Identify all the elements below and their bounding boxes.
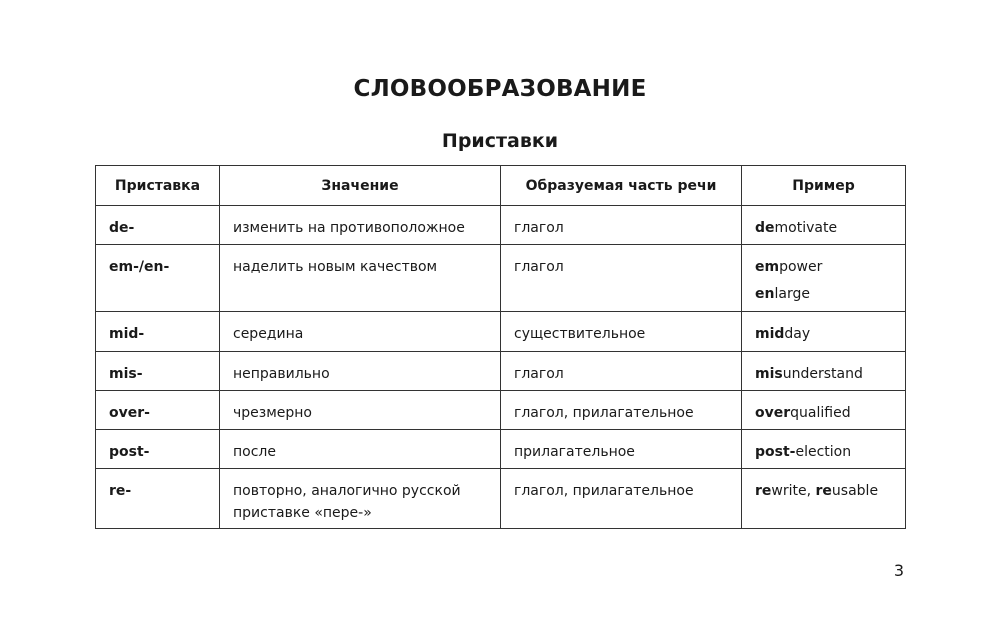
cell-part-of-speech: прилагательное xyxy=(501,430,742,469)
example-rest-part: power xyxy=(779,259,823,275)
cell-prefix: re- xyxy=(96,469,220,529)
table-row xyxy=(96,352,906,391)
table-row xyxy=(96,206,906,245)
example-prefix-part: mis xyxy=(755,366,783,382)
cell-prefix: over- xyxy=(96,391,220,430)
cell-example xyxy=(742,206,906,245)
example-prefix-part: re xyxy=(755,483,772,499)
cell-example xyxy=(742,245,906,312)
cell-example xyxy=(742,391,906,430)
example-line xyxy=(755,402,892,424)
cell-prefix: mis- xyxy=(96,352,220,391)
table-row xyxy=(96,391,906,430)
example-line xyxy=(755,217,892,239)
header-prefix: Приставка xyxy=(96,166,220,206)
cell-prefix: de- xyxy=(96,206,220,245)
section-title: Приставки xyxy=(441,130,559,152)
cell-meaning: середина xyxy=(220,312,501,352)
example-rest-part: day xyxy=(784,326,811,342)
cell-part-of-speech: глагол xyxy=(501,206,742,245)
example-rest-part: write, xyxy=(771,483,816,499)
example-line xyxy=(755,480,892,502)
cell-prefix: post- xyxy=(96,430,220,469)
table-row xyxy=(96,312,906,352)
example-line xyxy=(755,363,892,385)
example-prefix-part: de xyxy=(755,220,775,236)
example-rest-part: election xyxy=(795,444,852,460)
example-prefix-part: post- xyxy=(755,444,796,460)
example-prefix-part: mid xyxy=(755,326,785,342)
cell-part-of-speech: существительное xyxy=(501,312,742,352)
table-row xyxy=(96,430,906,469)
example-line xyxy=(755,323,892,345)
example-prefix-part: re xyxy=(815,483,832,499)
example-rest-part: qualified xyxy=(790,405,851,421)
cell-part-of-speech: глагол xyxy=(501,245,742,312)
table-body xyxy=(96,206,906,529)
header-part-of-speech: Образуемая часть речи xyxy=(501,166,742,206)
table-header-row xyxy=(96,166,906,206)
cell-part-of-speech: глагол, прилагательное xyxy=(501,469,742,529)
cell-meaning: после xyxy=(220,430,501,469)
cell-example xyxy=(742,430,906,469)
header-example: Пример xyxy=(742,166,906,206)
header-meaning: Значение xyxy=(220,166,501,206)
example-rest-part: understand xyxy=(782,366,863,382)
prefix-table xyxy=(95,165,906,529)
cell-meaning: чрезмерно xyxy=(220,391,501,430)
cell-prefix: mid- xyxy=(96,312,220,352)
page-title: СЛОВООБРАЗОВАНИЕ xyxy=(353,76,647,102)
example-prefix-part: over xyxy=(755,405,791,421)
cell-example xyxy=(742,352,906,391)
example-prefix-part: en xyxy=(755,286,775,302)
page-number: 3 xyxy=(893,561,904,580)
table-row xyxy=(96,469,906,529)
cell-part-of-speech: глагол, прилагательное xyxy=(501,391,742,430)
cell-example xyxy=(742,469,906,529)
example-rest-part: large xyxy=(774,286,810,302)
cell-meaning: повторно, аналогично русской приставке «пере-» xyxy=(220,469,501,529)
cell-meaning: изменить на противоположное xyxy=(220,206,501,245)
cell-example xyxy=(742,312,906,352)
cell-meaning: наделить новым качеством xyxy=(220,245,501,312)
cell-prefix: em-/en- xyxy=(96,245,220,312)
table-row xyxy=(96,245,906,312)
example-line xyxy=(755,283,892,305)
example-rest-part: usable xyxy=(831,483,879,499)
example-prefix-part: em xyxy=(755,259,780,275)
cell-meaning: неправильно xyxy=(220,352,501,391)
example-line xyxy=(755,256,892,278)
example-rest-part: motivate xyxy=(774,220,838,236)
example-line xyxy=(755,441,892,463)
cell-part-of-speech: глагол xyxy=(501,352,742,391)
